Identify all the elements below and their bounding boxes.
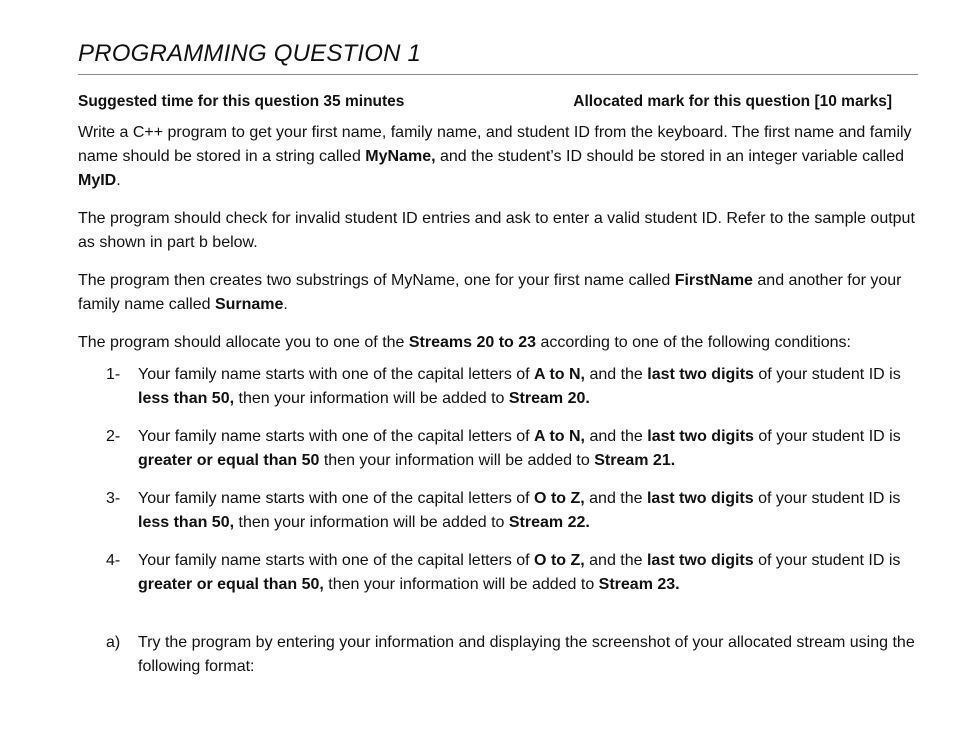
- list-item-body: [138, 549, 918, 597]
- list-item-body: [138, 363, 918, 411]
- text-run: and the: [585, 366, 648, 383]
- bold-run: A to N,: [534, 428, 585, 445]
- text-run: of your student ID is: [753, 490, 901, 507]
- list-number: 3-: [106, 490, 121, 507]
- list-number: 4-: [106, 552, 121, 569]
- list-number: 2-: [106, 428, 121, 445]
- text-run: and another for your family name called: [78, 272, 902, 313]
- bold-run: last two digits: [646, 552, 754, 569]
- bold-run: last two digits: [647, 366, 754, 383]
- bold-run: greater or equal than 50: [138, 452, 320, 469]
- part-label: a): [106, 634, 121, 651]
- list-number: 1-: [106, 366, 121, 383]
- text-run: of your student ID is: [753, 366, 901, 383]
- text-run: then your information will be added to: [234, 514, 509, 531]
- list-item: [106, 425, 918, 473]
- parts-list: [78, 631, 918, 679]
- list-item: [106, 631, 918, 679]
- text-run: The program should check for invalid student ID entries and ask to enter a valid student ID. Refer to the sample output as shown in part b below.: [78, 210, 915, 251]
- bold-myname: MyName,: [365, 148, 436, 165]
- bold-run: Stream 22.: [508, 514, 590, 531]
- bold-run: Stream 20.: [508, 390, 590, 407]
- paragraph-intro: [78, 121, 918, 193]
- text-run: then your information will be added to: [234, 390, 509, 407]
- bold-run: less than 50,: [138, 514, 235, 531]
- text-run: Your family name starts with one of the capital letters of: [138, 366, 535, 383]
- bold-run: less than 50,: [138, 390, 235, 407]
- bold-firstname: FirstName: [674, 272, 753, 289]
- text-run: Your family name starts with one of the capital letters of: [138, 552, 535, 569]
- question-meta: [78, 93, 918, 111]
- bold-run: greater or equal than 50,: [138, 576, 324, 593]
- bold-run: Stream 23.: [598, 576, 680, 593]
- allocated-mark: Allocated mark for this question [10 marks]: [573, 93, 892, 110]
- text-run: .: [116, 172, 121, 189]
- text-run: The program then creates two substrings of MyName, one for your first name called: [78, 272, 675, 289]
- text-run: of your student ID is: [753, 552, 901, 569]
- list-item-body: [138, 425, 918, 473]
- bold-streams: Streams 20 to 23: [408, 334, 537, 351]
- text-run: and the: [585, 428, 648, 445]
- conditions-list: [78, 363, 918, 597]
- document-page: [78, 40, 918, 679]
- text-run: and the student’s ID should be stored in an integer variable called: [435, 148, 904, 165]
- list-item: [106, 549, 918, 597]
- text-run: .: [283, 296, 288, 313]
- list-item-body: [138, 487, 918, 535]
- text-run: and the: [584, 552, 647, 569]
- bold-run: last two digits: [647, 428, 754, 445]
- list-item: [106, 487, 918, 535]
- bold-run: last two digits: [646, 490, 754, 507]
- text-run: The program should allocate you to one of the: [78, 334, 409, 351]
- text-run: Write a C++ program to get your first name, family name, and student ID from the keyboard. The first name and family name should be stored in a string called: [78, 124, 912, 165]
- text-run: Your family name starts with one of the capital letters of: [138, 490, 535, 507]
- bold-run: Stream 21.: [594, 452, 676, 469]
- text-run: of your student ID is: [753, 428, 901, 445]
- text-run: then your information will be added to: [319, 452, 595, 469]
- bold-run: O to Z,: [534, 552, 585, 569]
- list-item: [106, 363, 918, 411]
- paragraph-validation: [78, 207, 918, 255]
- text-run: then your information will be added to: [323, 576, 599, 593]
- bold-myid: MyID: [78, 172, 117, 189]
- suggested-time: Suggested time for this question 35 minutes: [78, 93, 405, 110]
- part-text: Try the program by entering your information and displaying the screenshot of your allocated stream using the following format:: [138, 634, 915, 675]
- text-run: Your family name starts with one of the capital letters of: [138, 428, 535, 445]
- bold-run: A to N,: [534, 366, 585, 383]
- paragraph-streams: [78, 331, 918, 355]
- question-title: PROGRAMMING QUESTION 1: [78, 40, 918, 75]
- paragraph-substrings: [78, 269, 918, 317]
- text-run: and the: [584, 490, 647, 507]
- bold-surname: Surname: [214, 296, 284, 313]
- bold-run: O to Z,: [534, 490, 585, 507]
- text-run: according to one of the following conditions:: [536, 334, 851, 351]
